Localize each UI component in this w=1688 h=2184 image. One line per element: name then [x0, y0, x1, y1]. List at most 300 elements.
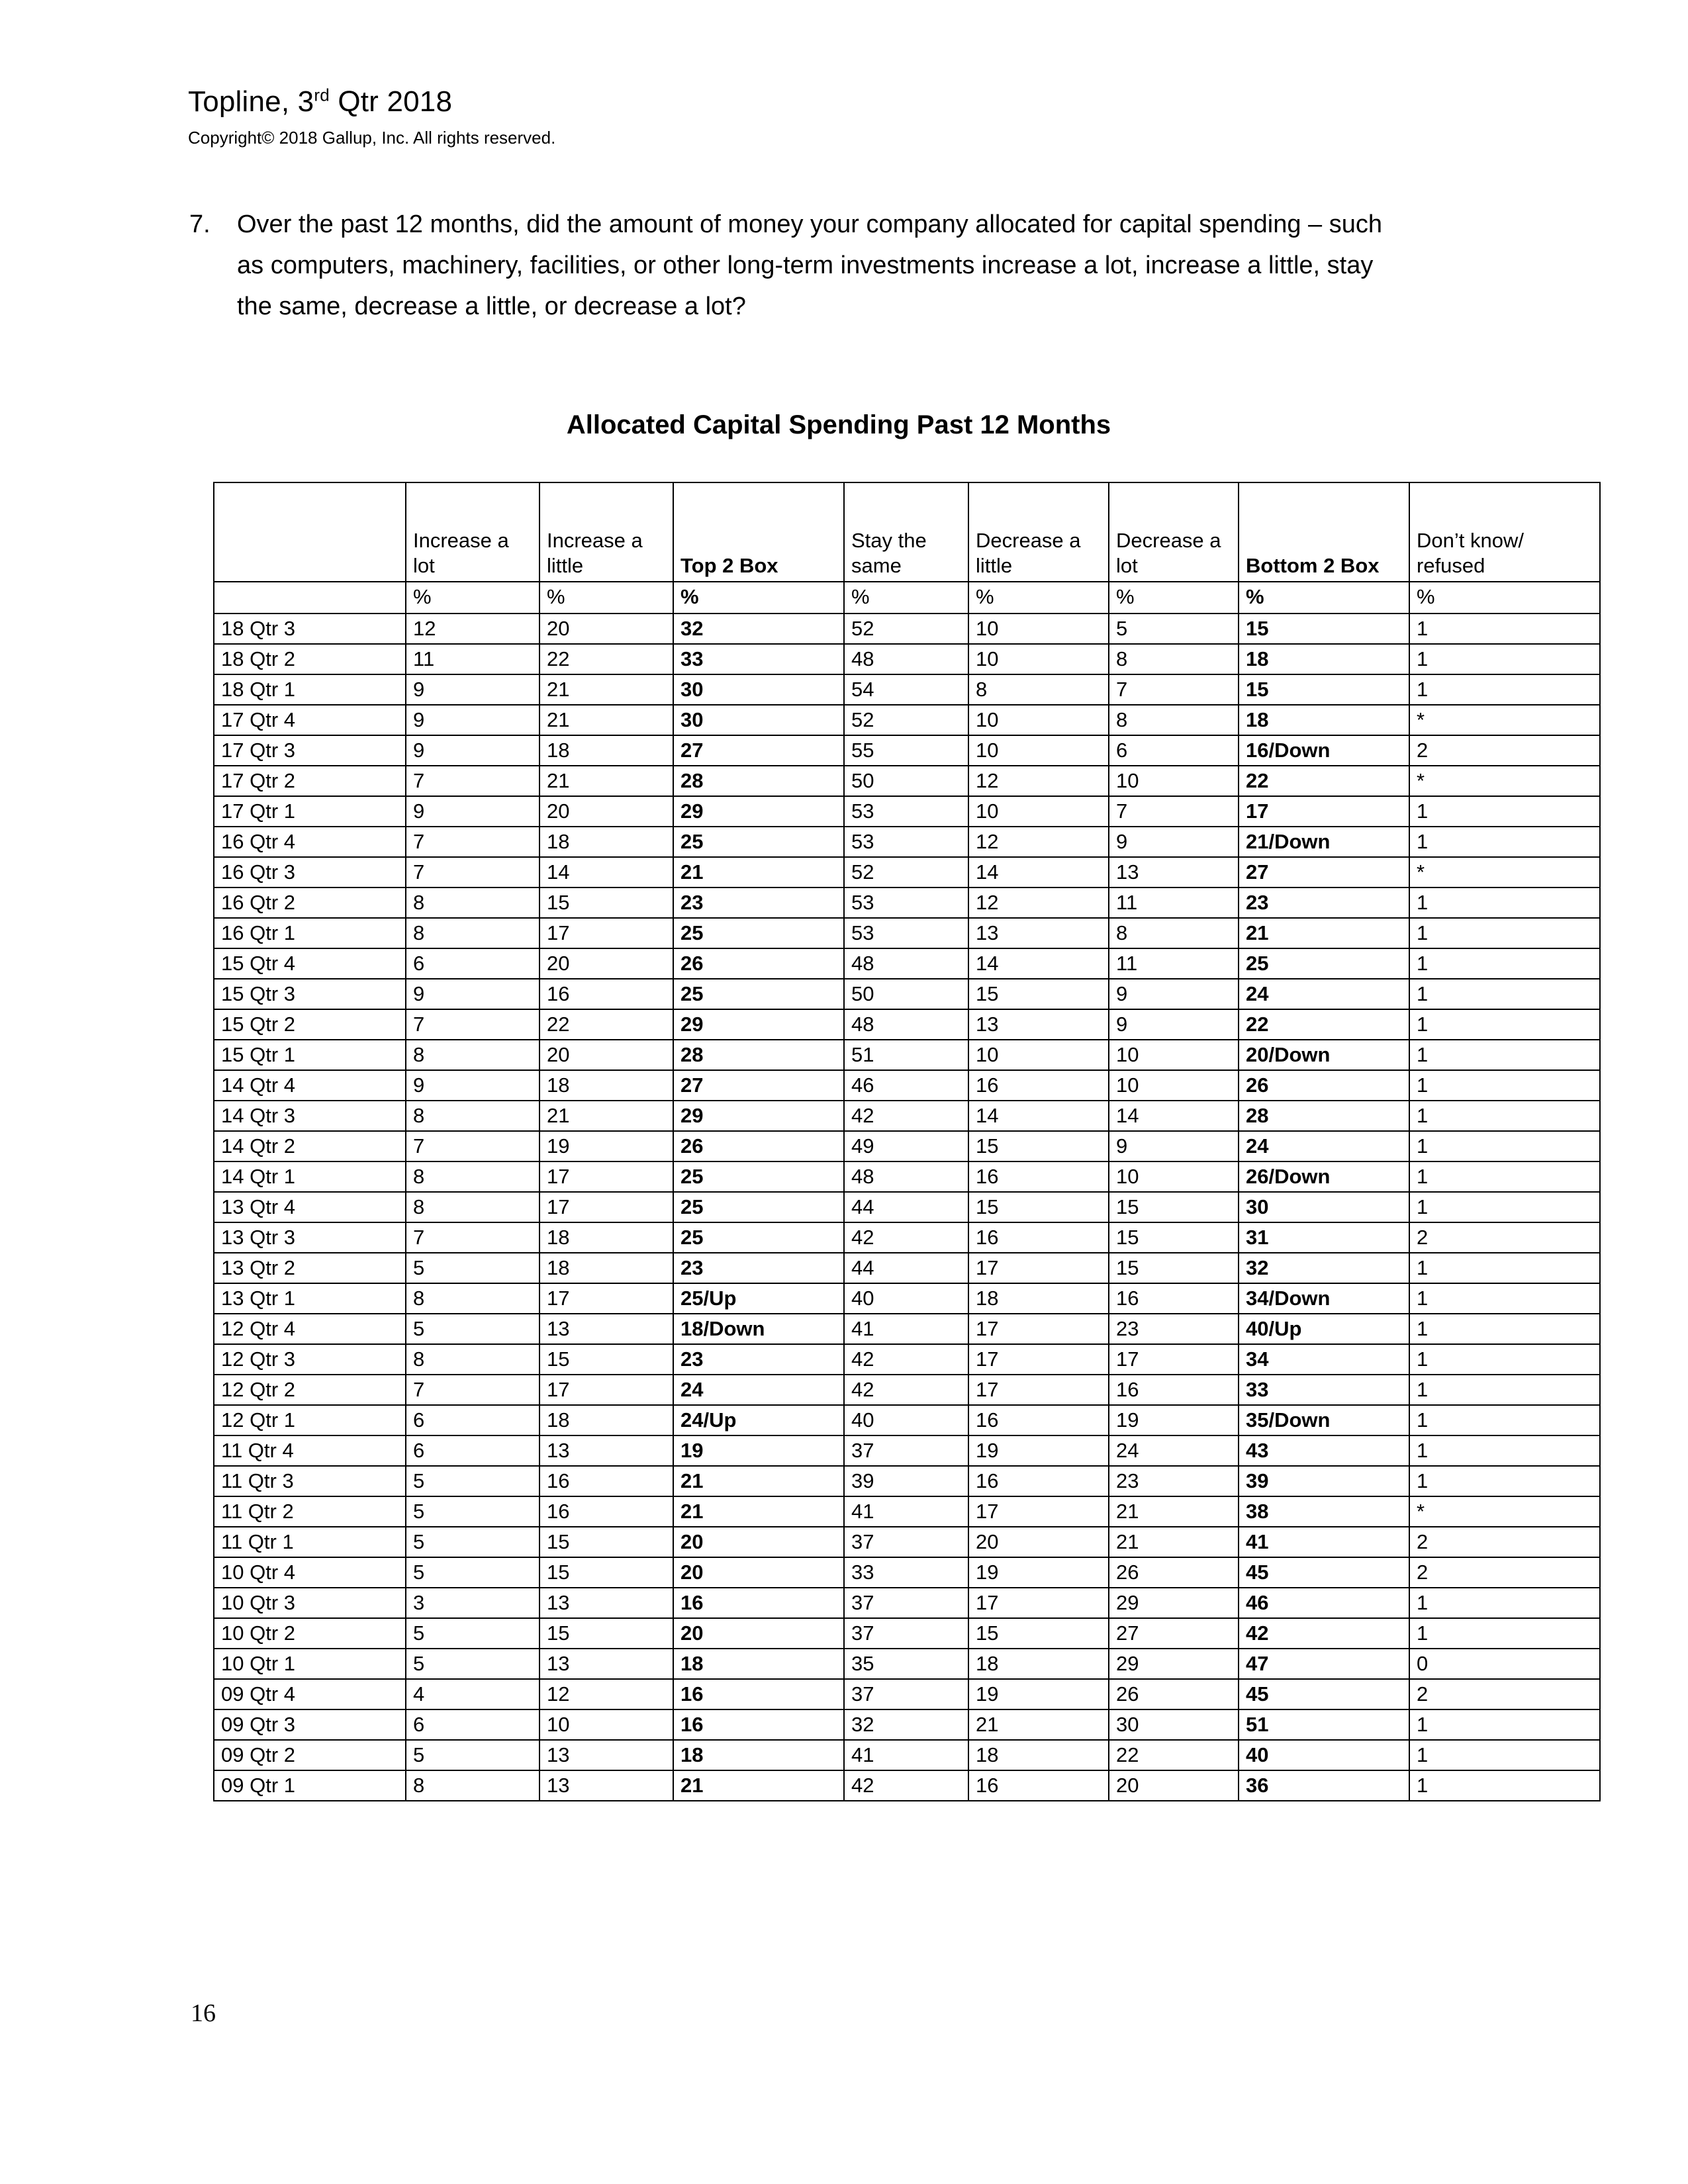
column-header-7: Bottom 2 Box — [1239, 482, 1409, 582]
row-label: 14 Qtr 2 — [214, 1131, 406, 1161]
table-cell: 1 — [1409, 1466, 1600, 1496]
table-cell: 37 — [844, 1527, 968, 1557]
table-cell: 36 — [1239, 1770, 1409, 1801]
table-row — [214, 1679, 1600, 1709]
table-row — [214, 827, 1600, 857]
table-cell: 20 — [673, 1557, 844, 1588]
table-cell: 24/Up — [673, 1405, 844, 1435]
table-cell: 13 — [539, 1588, 673, 1618]
table-cell: 2 — [1409, 1557, 1600, 1588]
question-block — [189, 204, 1414, 327]
table-cell: 23 — [1109, 1314, 1239, 1344]
table-row — [214, 1649, 1600, 1679]
table-cell: 25/Up — [673, 1283, 844, 1314]
table-cell: 18/Down — [673, 1314, 844, 1344]
table-row — [214, 918, 1600, 948]
table-cell: 1 — [1409, 1709, 1600, 1740]
document-title-rest: Qtr 2018 — [329, 85, 453, 118]
table-cell: 24 — [1239, 979, 1409, 1009]
row-label: 15 Qtr 1 — [214, 1040, 406, 1070]
table-cell: 15 — [1239, 674, 1409, 705]
table-cell: 29 — [673, 796, 844, 827]
table-cell: 20 — [673, 1618, 844, 1649]
table-cell: 25 — [673, 979, 844, 1009]
table-cell: 14 — [968, 857, 1109, 887]
table-cell: 26 — [1109, 1557, 1239, 1588]
table-cell: 1 — [1409, 948, 1600, 979]
table-cell: 22 — [1239, 766, 1409, 796]
table-cell: 13 — [1109, 857, 1239, 887]
row-label: 17 Qtr 2 — [214, 766, 406, 796]
table-cell: 12 — [539, 1679, 673, 1709]
table-cell: 10 — [968, 705, 1109, 735]
table-cell: 16 — [1109, 1375, 1239, 1405]
table-cell: 23 — [673, 1253, 844, 1283]
table-cell: 44 — [844, 1192, 968, 1222]
table-row — [214, 1009, 1600, 1040]
row-label: 09 Qtr 2 — [214, 1740, 406, 1770]
table-cell: 16 — [968, 1070, 1109, 1101]
table-cell: 24 — [673, 1375, 844, 1405]
row-label: 09 Qtr 1 — [214, 1770, 406, 1801]
table-cell: 10 — [968, 796, 1109, 827]
table-cell: 23 — [1109, 1466, 1239, 1496]
table-cell: 15 — [539, 887, 673, 918]
table-cell: 11 — [1109, 948, 1239, 979]
table-cell: 21 — [673, 1496, 844, 1527]
table-cell: 30 — [1109, 1709, 1239, 1740]
document-title — [188, 85, 1446, 119]
table-cell: 42 — [844, 1344, 968, 1375]
table-cell: 6 — [406, 1709, 539, 1740]
column-header-1: Increase a lot — [406, 482, 539, 582]
table-cell: 1 — [1409, 644, 1600, 674]
table-cell: 15 — [1109, 1192, 1239, 1222]
table-cell: 7 — [1109, 674, 1239, 705]
table-cell: 17 — [539, 918, 673, 948]
unit-cell-3: % — [673, 582, 844, 614]
table-cell: 17 — [1109, 1344, 1239, 1375]
table-cell: 13 — [539, 1740, 673, 1770]
row-label: 18 Qtr 1 — [214, 674, 406, 705]
table-cell: 19 — [673, 1435, 844, 1466]
table-cell: 37 — [844, 1679, 968, 1709]
table-cell: * — [1409, 857, 1600, 887]
table-cell: 8 — [406, 1040, 539, 1070]
document-title-ordinal-suffix: rd — [314, 85, 330, 105]
page-number: 16 — [191, 1999, 216, 2027]
table-cell: 15 — [539, 1527, 673, 1557]
table-cell: 9 — [1109, 1131, 1239, 1161]
table-cell: 52 — [844, 614, 968, 644]
table-cell: 1 — [1409, 979, 1600, 1009]
row-label: 12 Qtr 3 — [214, 1344, 406, 1375]
table-cell: 53 — [844, 827, 968, 857]
table-row — [214, 705, 1600, 735]
table-cell: 16 — [968, 1770, 1109, 1801]
table-cell: 5 — [406, 1557, 539, 1588]
table-cell: 8 — [406, 1192, 539, 1222]
table-cell: 10 — [968, 735, 1109, 766]
table-cell: 28 — [673, 766, 844, 796]
table-cell: 10 — [968, 1040, 1109, 1070]
unit-cell-1: % — [406, 582, 539, 614]
row-label: 16 Qtr 4 — [214, 827, 406, 857]
table-cell: 20 — [539, 948, 673, 979]
table-cell: 24 — [1109, 1435, 1239, 1466]
row-label: 12 Qtr 4 — [214, 1314, 406, 1344]
table-cell: 20 — [539, 796, 673, 827]
row-label: 14 Qtr 1 — [214, 1161, 406, 1192]
table-cell: 32 — [673, 614, 844, 644]
table-cell: 27 — [673, 735, 844, 766]
table-cell: 5 — [406, 1314, 539, 1344]
table-cell: 41 — [844, 1740, 968, 1770]
row-label: 16 Qtr 3 — [214, 857, 406, 887]
row-label: 10 Qtr 1 — [214, 1649, 406, 1679]
row-label: 18 Qtr 2 — [214, 644, 406, 674]
table-cell: 18 — [539, 1222, 673, 1253]
table-cell: 1 — [1409, 918, 1600, 948]
table-cell: 53 — [844, 796, 968, 827]
table-cell: 5 — [406, 1496, 539, 1527]
table-row — [214, 1709, 1600, 1740]
table-cell: 19 — [968, 1435, 1109, 1466]
table-row — [214, 796, 1600, 827]
row-label: 09 Qtr 4 — [214, 1679, 406, 1709]
table-cell: 1 — [1409, 1740, 1600, 1770]
table-cell: 16/Down — [1239, 735, 1409, 766]
table-cell: 1 — [1409, 887, 1600, 918]
table-cell: 12 — [968, 766, 1109, 796]
table-row — [214, 735, 1600, 766]
row-label: 17 Qtr 1 — [214, 796, 406, 827]
unit-cell-5: % — [968, 582, 1109, 614]
table-cell: 25 — [673, 1192, 844, 1222]
row-label: 14 Qtr 4 — [214, 1070, 406, 1101]
table-cell: 17 — [968, 1496, 1109, 1527]
table-cell: 46 — [844, 1070, 968, 1101]
table-cell: 14 — [539, 857, 673, 887]
table-cell: 1 — [1409, 1283, 1600, 1314]
table-cell: 6 — [406, 948, 539, 979]
table-cell: 2 — [1409, 1679, 1600, 1709]
table-cell: 25 — [673, 1222, 844, 1253]
row-label: 10 Qtr 2 — [214, 1618, 406, 1649]
table-cell: 7 — [406, 1131, 539, 1161]
table-cell: 1 — [1409, 796, 1600, 827]
table-row — [214, 1405, 1600, 1435]
table-cell: 17 — [539, 1161, 673, 1192]
table-cell: 7 — [406, 1222, 539, 1253]
table-cell: 9 — [406, 796, 539, 827]
table-cell: 40/Up — [1239, 1314, 1409, 1344]
table-cell: 1 — [1409, 1040, 1600, 1070]
table-cell: 17 — [968, 1344, 1109, 1375]
unit-cell-2: % — [539, 582, 673, 614]
table-row — [214, 1070, 1600, 1101]
table-cell: 42 — [844, 1101, 968, 1131]
table-cell: 7 — [406, 1375, 539, 1405]
table-cell: 22 — [539, 1009, 673, 1040]
table-cell: 25 — [1239, 948, 1409, 979]
table-cell: 26/Down — [1239, 1161, 1409, 1192]
document-title-main: Topline, 3 — [188, 85, 314, 118]
table-cell: 25 — [673, 1161, 844, 1192]
table-cell: 17 — [968, 1314, 1109, 1344]
table-cell: 40 — [844, 1283, 968, 1314]
row-label: 14 Qtr 3 — [214, 1101, 406, 1131]
table-cell: 18 — [968, 1740, 1109, 1770]
document-header — [188, 85, 1446, 148]
table-cell: * — [1409, 1496, 1600, 1527]
table-cell: 9 — [406, 735, 539, 766]
table-cell: 18 — [673, 1740, 844, 1770]
table-cell: 17 — [968, 1588, 1109, 1618]
table-row — [214, 979, 1600, 1009]
row-label: 13 Qtr 1 — [214, 1283, 406, 1314]
table-cell: 25 — [673, 918, 844, 948]
table-row — [214, 1740, 1600, 1770]
table-row — [214, 1283, 1600, 1314]
table-cell: 31 — [1239, 1222, 1409, 1253]
table-cell: 17 — [1239, 796, 1409, 827]
table-row — [214, 1040, 1600, 1070]
table-row — [214, 1253, 1600, 1283]
table-cell: 1 — [1409, 1192, 1600, 1222]
table-cell: 1 — [1409, 1314, 1600, 1344]
table-cell: 8 — [1109, 705, 1239, 735]
table-cell: 22 — [539, 644, 673, 674]
table-cell: 44 — [844, 1253, 968, 1283]
unit-cell-7: % — [1239, 582, 1409, 614]
table-cell: 32 — [844, 1709, 968, 1740]
table-cell: 2 — [1409, 1527, 1600, 1557]
table-cell: 1 — [1409, 674, 1600, 705]
table-cell: 1 — [1409, 1009, 1600, 1040]
table-cell: 26 — [1239, 1070, 1409, 1101]
table-cell: 16 — [539, 979, 673, 1009]
table-cell: 1 — [1409, 1131, 1600, 1161]
table-row — [214, 1344, 1600, 1375]
table-cell: 20/Down — [1239, 1040, 1409, 1070]
table-cell: 5 — [406, 1618, 539, 1649]
table-cell: 9 — [406, 674, 539, 705]
table-cell: 39 — [844, 1466, 968, 1496]
table-cell: 45 — [1239, 1557, 1409, 1588]
table-cell: 18 — [539, 735, 673, 766]
table-cell: 9 — [406, 979, 539, 1009]
table-cell: 13 — [968, 918, 1109, 948]
table-cell: 41 — [844, 1314, 968, 1344]
table-cell: 21 — [1109, 1496, 1239, 1527]
column-header-3: Top 2 Box — [673, 482, 844, 582]
table-cell: 8 — [406, 918, 539, 948]
table-cell: 16 — [968, 1161, 1109, 1192]
table-cell: 13 — [539, 1435, 673, 1466]
table-cell: 16 — [968, 1405, 1109, 1435]
table-cell: 8 — [968, 674, 1109, 705]
table-cell: 19 — [539, 1131, 673, 1161]
table-cell: 20 — [673, 1527, 844, 1557]
table-cell: 7 — [1109, 796, 1239, 827]
table-cell: 6 — [406, 1435, 539, 1466]
table-cell: 55 — [844, 735, 968, 766]
row-label: 16 Qtr 1 — [214, 918, 406, 948]
table-cell: 46 — [1239, 1588, 1409, 1618]
table-cell: 8 — [406, 1283, 539, 1314]
table-cell: 1 — [1409, 1618, 1600, 1649]
table-cell: 5 — [406, 1527, 539, 1557]
table-cell: 10 — [968, 614, 1109, 644]
table-row — [214, 766, 1600, 796]
table-cell: 8 — [406, 1161, 539, 1192]
table-cell: 21 — [1239, 918, 1409, 948]
table-cell: 48 — [844, 948, 968, 979]
table-cell: 10 — [1109, 1040, 1239, 1070]
table-cell: 18 — [968, 1649, 1109, 1679]
table-cell: 38 — [1239, 1496, 1409, 1527]
table-cell: 52 — [844, 705, 968, 735]
row-label: 12 Qtr 2 — [214, 1375, 406, 1405]
table-cell: 18 — [1239, 644, 1409, 674]
table-cell: 43 — [1239, 1435, 1409, 1466]
table-cell: 34/Down — [1239, 1283, 1409, 1314]
table-cell: 15 — [968, 1131, 1109, 1161]
table-cell: 49 — [844, 1131, 968, 1161]
table-row — [214, 1375, 1600, 1405]
table-cell: 18 — [539, 1070, 673, 1101]
table-cell: * — [1409, 766, 1600, 796]
unit-cell-4: % — [844, 582, 968, 614]
row-label: 11 Qtr 4 — [214, 1435, 406, 1466]
table-cell: 27 — [1109, 1618, 1239, 1649]
column-header-2: Increase a little — [539, 482, 673, 582]
table-cell: 16 — [968, 1466, 1109, 1496]
table-cell: 8 — [406, 1770, 539, 1801]
table-row — [214, 1618, 1600, 1649]
table-body — [214, 614, 1600, 1801]
table-row — [214, 1770, 1600, 1801]
table-cell: 1 — [1409, 1435, 1600, 1466]
table-cell: 8 — [406, 1101, 539, 1131]
unit-cell-8: % — [1409, 582, 1600, 614]
table-cell: 16 — [539, 1466, 673, 1496]
table-cell: 17 — [539, 1283, 673, 1314]
table-row — [214, 887, 1600, 918]
table-cell: 15 — [1109, 1253, 1239, 1283]
table-cell: 20 — [539, 614, 673, 644]
table-row — [214, 1496, 1600, 1527]
table-cell: 21 — [673, 1466, 844, 1496]
table-cell: 1 — [1409, 1405, 1600, 1435]
table-cell: 42 — [844, 1222, 968, 1253]
table-cell: 10 — [1109, 1161, 1239, 1192]
table-cell: 21 — [539, 705, 673, 735]
table-cell: 18 — [539, 1405, 673, 1435]
table-cell: 16 — [1109, 1283, 1239, 1314]
table-cell: 21 — [673, 857, 844, 887]
table-cell: 15 — [968, 979, 1109, 1009]
table-cell: * — [1409, 705, 1600, 735]
row-label: 17 Qtr 3 — [214, 735, 406, 766]
table-cell: 12 — [406, 614, 539, 644]
table-cell: 26 — [1109, 1679, 1239, 1709]
table-cell: 15 — [539, 1344, 673, 1375]
row-label: 12 Qtr 1 — [214, 1405, 406, 1435]
table-cell: 8 — [406, 1344, 539, 1375]
table-cell: 4 — [406, 1679, 539, 1709]
table-row — [214, 1466, 1600, 1496]
table-cell: 5 — [406, 1466, 539, 1496]
table-cell: 1 — [1409, 1770, 1600, 1801]
table-cell: 13 — [539, 1649, 673, 1679]
table-cell: 1 — [1409, 1588, 1600, 1618]
table-cell: 19 — [968, 1557, 1109, 1588]
table-cell: 33 — [844, 1557, 968, 1588]
table-title: Allocated Capital Spending Past 12 Months — [566, 410, 1111, 439]
table-cell: 52 — [844, 857, 968, 887]
table-cell: 18 — [968, 1283, 1109, 1314]
table-cell: 17 — [968, 1375, 1109, 1405]
table-cell: 5 — [406, 1740, 539, 1770]
table-cell: 20 — [539, 1040, 673, 1070]
table-row — [214, 674, 1600, 705]
table-cell: 2 — [1409, 735, 1600, 766]
row-label: 13 Qtr 4 — [214, 1192, 406, 1222]
table-cell: 24 — [1239, 1131, 1409, 1161]
unit-cell-0 — [214, 582, 406, 614]
table-row — [214, 1101, 1600, 1131]
table-cell: 29 — [1109, 1649, 1239, 1679]
table-cell: 37 — [844, 1618, 968, 1649]
table-cell: 1 — [1409, 614, 1600, 644]
table-cell: 13 — [539, 1770, 673, 1801]
row-label: 09 Qtr 3 — [214, 1709, 406, 1740]
table-cell: 0 — [1409, 1649, 1600, 1679]
table-cell: 48 — [844, 644, 968, 674]
table-cell: 8 — [1109, 918, 1239, 948]
table-cell: 33 — [1239, 1375, 1409, 1405]
row-label: 15 Qtr 3 — [214, 979, 406, 1009]
question-number: 7. — [189, 210, 211, 238]
table-cell: 27 — [1239, 857, 1409, 887]
table-cell: 1 — [1409, 1101, 1600, 1131]
column-header-period — [214, 482, 406, 582]
row-label: 10 Qtr 4 — [214, 1557, 406, 1588]
table-cell: 1 — [1409, 1375, 1600, 1405]
table-row — [214, 1588, 1600, 1618]
table-cell: 17 — [968, 1253, 1109, 1283]
table-cell: 16 — [673, 1588, 844, 1618]
table-cell: 1 — [1409, 1161, 1600, 1192]
table-cell: 18 — [539, 827, 673, 857]
table-cell: 21 — [539, 1101, 673, 1131]
table-cell: 9 — [406, 705, 539, 735]
column-header-8: Don’t know/ refused — [1409, 482, 1600, 582]
table-cell: 16 — [539, 1496, 673, 1527]
table-cell: 19 — [1109, 1405, 1239, 1435]
table-cell: 11 — [1109, 887, 1239, 918]
table-cell: 27 — [673, 1070, 844, 1101]
table-cell: 41 — [844, 1496, 968, 1527]
table-cell: 13 — [539, 1314, 673, 1344]
table-cell: 11 — [406, 644, 539, 674]
table-header-row — [214, 482, 1600, 582]
table-cell: 21 — [539, 674, 673, 705]
table-row — [214, 644, 1600, 674]
table-cell: 33 — [673, 644, 844, 674]
